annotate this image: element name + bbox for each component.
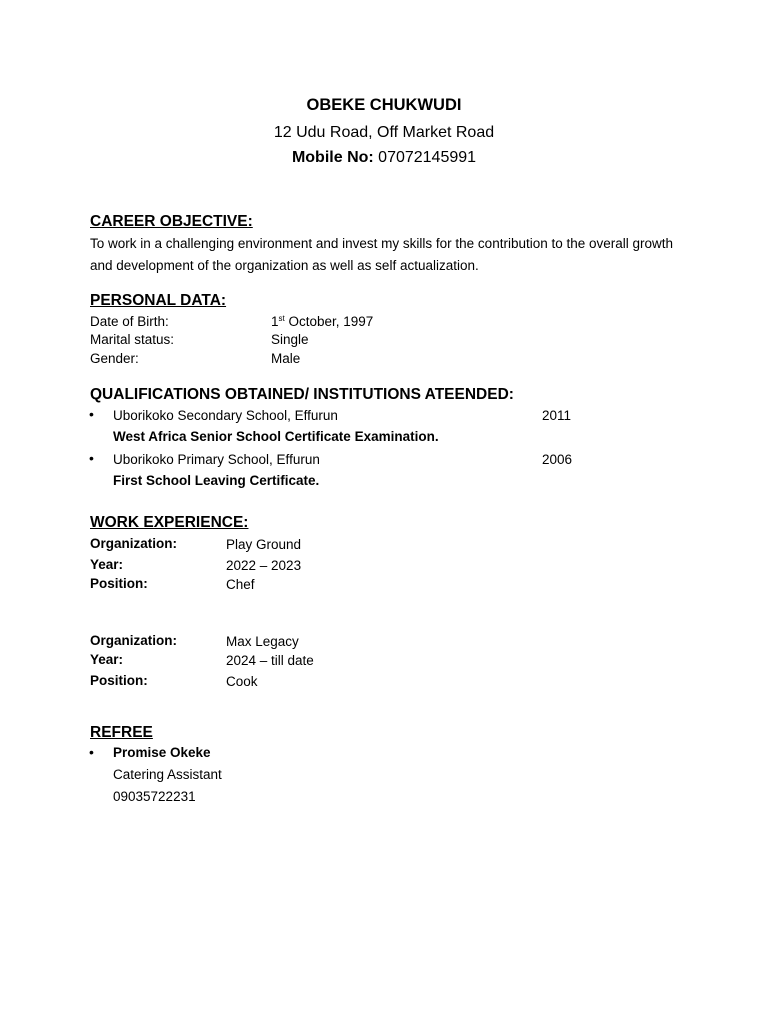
work-year-label-2: Year: <box>90 652 124 667</box>
referee-heading: REFREE <box>90 724 153 741</box>
work-experience-heading: WORK EXPERIENCE: <box>90 514 249 531</box>
qualification-school-1: Uborikoko Secondary School, Effurun <box>113 408 338 423</box>
work-position-label-2: Position: <box>90 673 148 688</box>
personal-data-heading: PERSONAL DATA: <box>90 292 227 309</box>
marital-status-label: Marital status: <box>90 332 175 347</box>
mobile-number: 07072145991 <box>373 149 477 166</box>
referee-role: Catering Assistant <box>113 767 222 782</box>
work-organization-label-1: Organization: <box>90 536 177 551</box>
referee-bullet: • <box>89 744 94 760</box>
marital-status-value: Single <box>271 332 309 347</box>
gender-label: Gender: <box>90 351 139 366</box>
mobile-line <box>0 149 768 167</box>
career-objective-heading: CAREER OBJECTIVE: <box>90 213 253 230</box>
work-year-value-1: 2022 – 2023 <box>226 558 302 573</box>
qualification-year-1: 2011 <box>542 408 572 423</box>
work-position-value-2: Cook <box>226 674 258 689</box>
work-organization-value-1: Play Ground <box>226 537 302 552</box>
qualification-bullet-2: • <box>89 450 94 466</box>
gender-value: Male <box>271 351 301 366</box>
qualification-certificate-2: First School Leaving Certificate. <box>113 473 320 488</box>
qualification-certificate-1: West Africa Senior School Certificate Examination. <box>113 429 439 444</box>
work-position-label-1: Position: <box>90 576 148 591</box>
qualification-year-2: 2006 <box>542 452 573 467</box>
career-objective-text: To work in a challenging environment and invest my skills for the contribution to the overall growth and development of the organization as well as self actualization. <box>90 236 674 273</box>
work-position-value-1: Chef <box>226 577 255 592</box>
address: 12 Udu Road, Off Market Road <box>273 124 495 141</box>
dob-month-year: October, 1997 <box>284 314 374 329</box>
work-year-value-2: 2024 – till date <box>226 653 314 668</box>
work-organization-value-2: Max Legacy <box>226 634 299 649</box>
referee-name: Promise Okeke <box>113 745 211 760</box>
dob-value <box>271 314 373 329</box>
dob-label: Date of Birth: <box>90 314 169 329</box>
qualification-bullet-1: • <box>89 406 94 422</box>
work-year-label-1: Year: <box>90 557 124 572</box>
work-organization-label-2: Organization: <box>90 633 177 648</box>
dob-day-suffix: st <box>278 314 285 323</box>
referee-phone: 09035722231 <box>113 789 196 804</box>
dob-day: 1 <box>271 314 279 329</box>
mobile-label: Mobile No: <box>291 149 374 166</box>
qualification-school-2: Uborikoko Primary School, Effurun <box>113 452 320 467</box>
applicant-name: OBEKE CHUKWUDI <box>306 96 462 114</box>
qualifications-heading: QUALIFICATIONS OBTAINED/ INSTITUTIONS ATEENDED: <box>90 386 514 403</box>
